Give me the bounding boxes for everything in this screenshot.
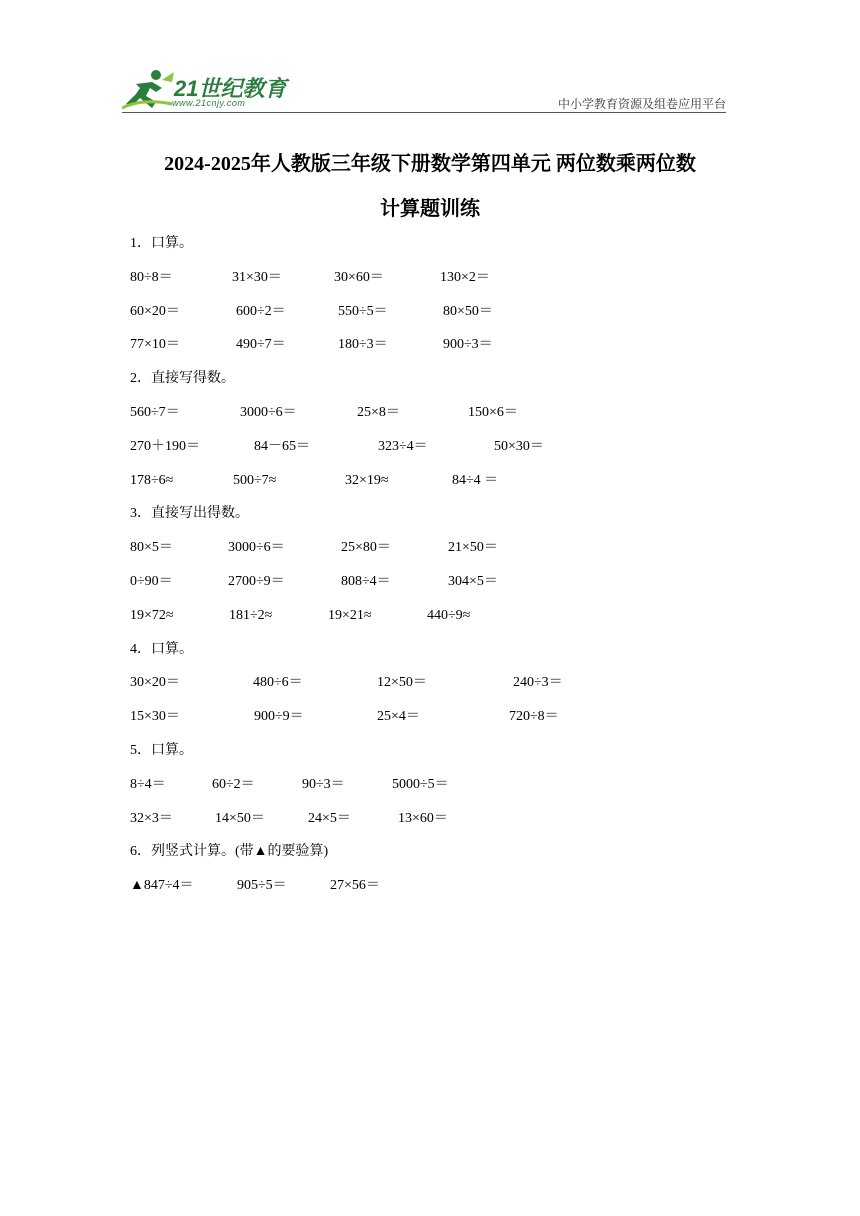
problem: 5000÷5＝ [392, 776, 449, 792]
problem: 80÷8＝ [130, 269, 173, 285]
problem: 808÷4＝ [341, 573, 391, 589]
problem: 32×19≈ [345, 472, 389, 488]
problem-row [130, 333, 750, 367]
problem: 8÷4＝ [130, 776, 166, 792]
section-heading: 1．口算。 [130, 236, 193, 251]
problem: 490÷7＝ [236, 337, 286, 353]
problem: 3000÷6＝ [240, 404, 297, 420]
problem-row [130, 874, 750, 908]
problem: 84－65＝ [254, 438, 310, 454]
problem: 440÷9≈ [427, 607, 471, 623]
problem: 19×72≈ [130, 607, 174, 623]
problem: ▲847÷4＝ [130, 878, 194, 894]
logo-url: www.21cnjy.com [172, 98, 246, 108]
problem: 180÷3＝ [338, 337, 388, 353]
problem: 560÷7＝ [130, 404, 180, 420]
page-header [122, 62, 726, 114]
header-divider [122, 112, 726, 113]
section-heading: 2．直接写得数。 [130, 371, 235, 387]
problem: 32×3＝ [130, 810, 173, 826]
problem: 3000÷6＝ [228, 540, 285, 556]
page-title-line2: 计算题训练 [380, 198, 480, 220]
problem: 270＋190＝ [130, 438, 200, 454]
problem: 15×30＝ [130, 709, 180, 725]
section-heading: 5．口算。 [130, 742, 193, 758]
problem: 323÷4＝ [378, 438, 428, 454]
problem-row [130, 536, 750, 570]
problem: 25×80＝ [341, 540, 391, 556]
runner-logo-icon [122, 68, 176, 110]
problem-row [130, 469, 750, 503]
problem: 80×5＝ [130, 540, 173, 556]
problem: 240÷3＝ [513, 675, 563, 691]
problem-row [130, 807, 750, 841]
problem-row [130, 570, 750, 604]
problem: 720÷8＝ [509, 709, 559, 725]
problem: 27×56＝ [330, 878, 380, 894]
logo-text: 21世纪教育 [174, 76, 287, 101]
problem: 905÷5＝ [237, 878, 287, 894]
problem: 25×4＝ [377, 709, 420, 725]
problem: 60×20＝ [130, 303, 180, 319]
problem: 900÷9＝ [254, 709, 304, 725]
problem: 0÷90＝ [130, 573, 173, 589]
problem: 14×50＝ [215, 810, 265, 826]
problem: 50×30＝ [494, 438, 544, 454]
problem: 24×5＝ [308, 810, 351, 826]
problem-row [130, 604, 750, 638]
problem: 178÷6≈ [130, 472, 174, 488]
problem: 900÷3＝ [443, 337, 493, 353]
problem: 550÷5＝ [338, 303, 388, 319]
problem: 19×21≈ [328, 607, 372, 623]
problem: 80×50＝ [443, 303, 493, 319]
problem: 600÷2＝ [236, 303, 286, 319]
problem: 60÷2＝ [212, 776, 255, 792]
problem-row [130, 401, 750, 435]
logo [122, 68, 292, 112]
problem-row [130, 773, 750, 807]
problem: 30×60＝ [334, 269, 384, 285]
problem: 31×30＝ [232, 269, 282, 285]
problem: 12×50＝ [377, 675, 427, 691]
problem-row [130, 300, 750, 334]
problem: 84÷4 ＝ [452, 472, 499, 488]
section-heading: 6．列竖式计算。(带▲的要验算) [130, 844, 329, 860]
problem: 21×50＝ [448, 540, 498, 556]
problem-row [130, 435, 750, 469]
problem: 2700÷9＝ [228, 573, 285, 589]
problem: 480÷6＝ [253, 675, 303, 691]
problem: 13×60＝ [398, 810, 448, 826]
problem: 181÷2≈ [229, 607, 273, 623]
problem-row [130, 705, 750, 739]
exercise-content [130, 232, 750, 908]
problem: 130×2＝ [440, 269, 490, 285]
problem: 25×8＝ [357, 404, 400, 420]
problem: 90÷3＝ [302, 776, 345, 792]
section-heading: 3．直接写出得数。 [130, 506, 249, 522]
problem-row [130, 671, 750, 705]
page-title-line1: 2024-2025年人教版三年级下册数学第四单元 两位数乘两位数 [164, 153, 696, 175]
problem: 77×10＝ [130, 337, 180, 353]
problem: 30×20＝ [130, 675, 180, 691]
problem: 304×5＝ [448, 573, 498, 589]
section-heading: 4．口算。 [130, 641, 193, 657]
platform-label: 中小学教育资源及组卷应用平台 [557, 97, 726, 111]
problem-row [130, 266, 750, 300]
problem: 500÷7≈ [233, 472, 277, 488]
problem: 150×6＝ [468, 404, 518, 420]
